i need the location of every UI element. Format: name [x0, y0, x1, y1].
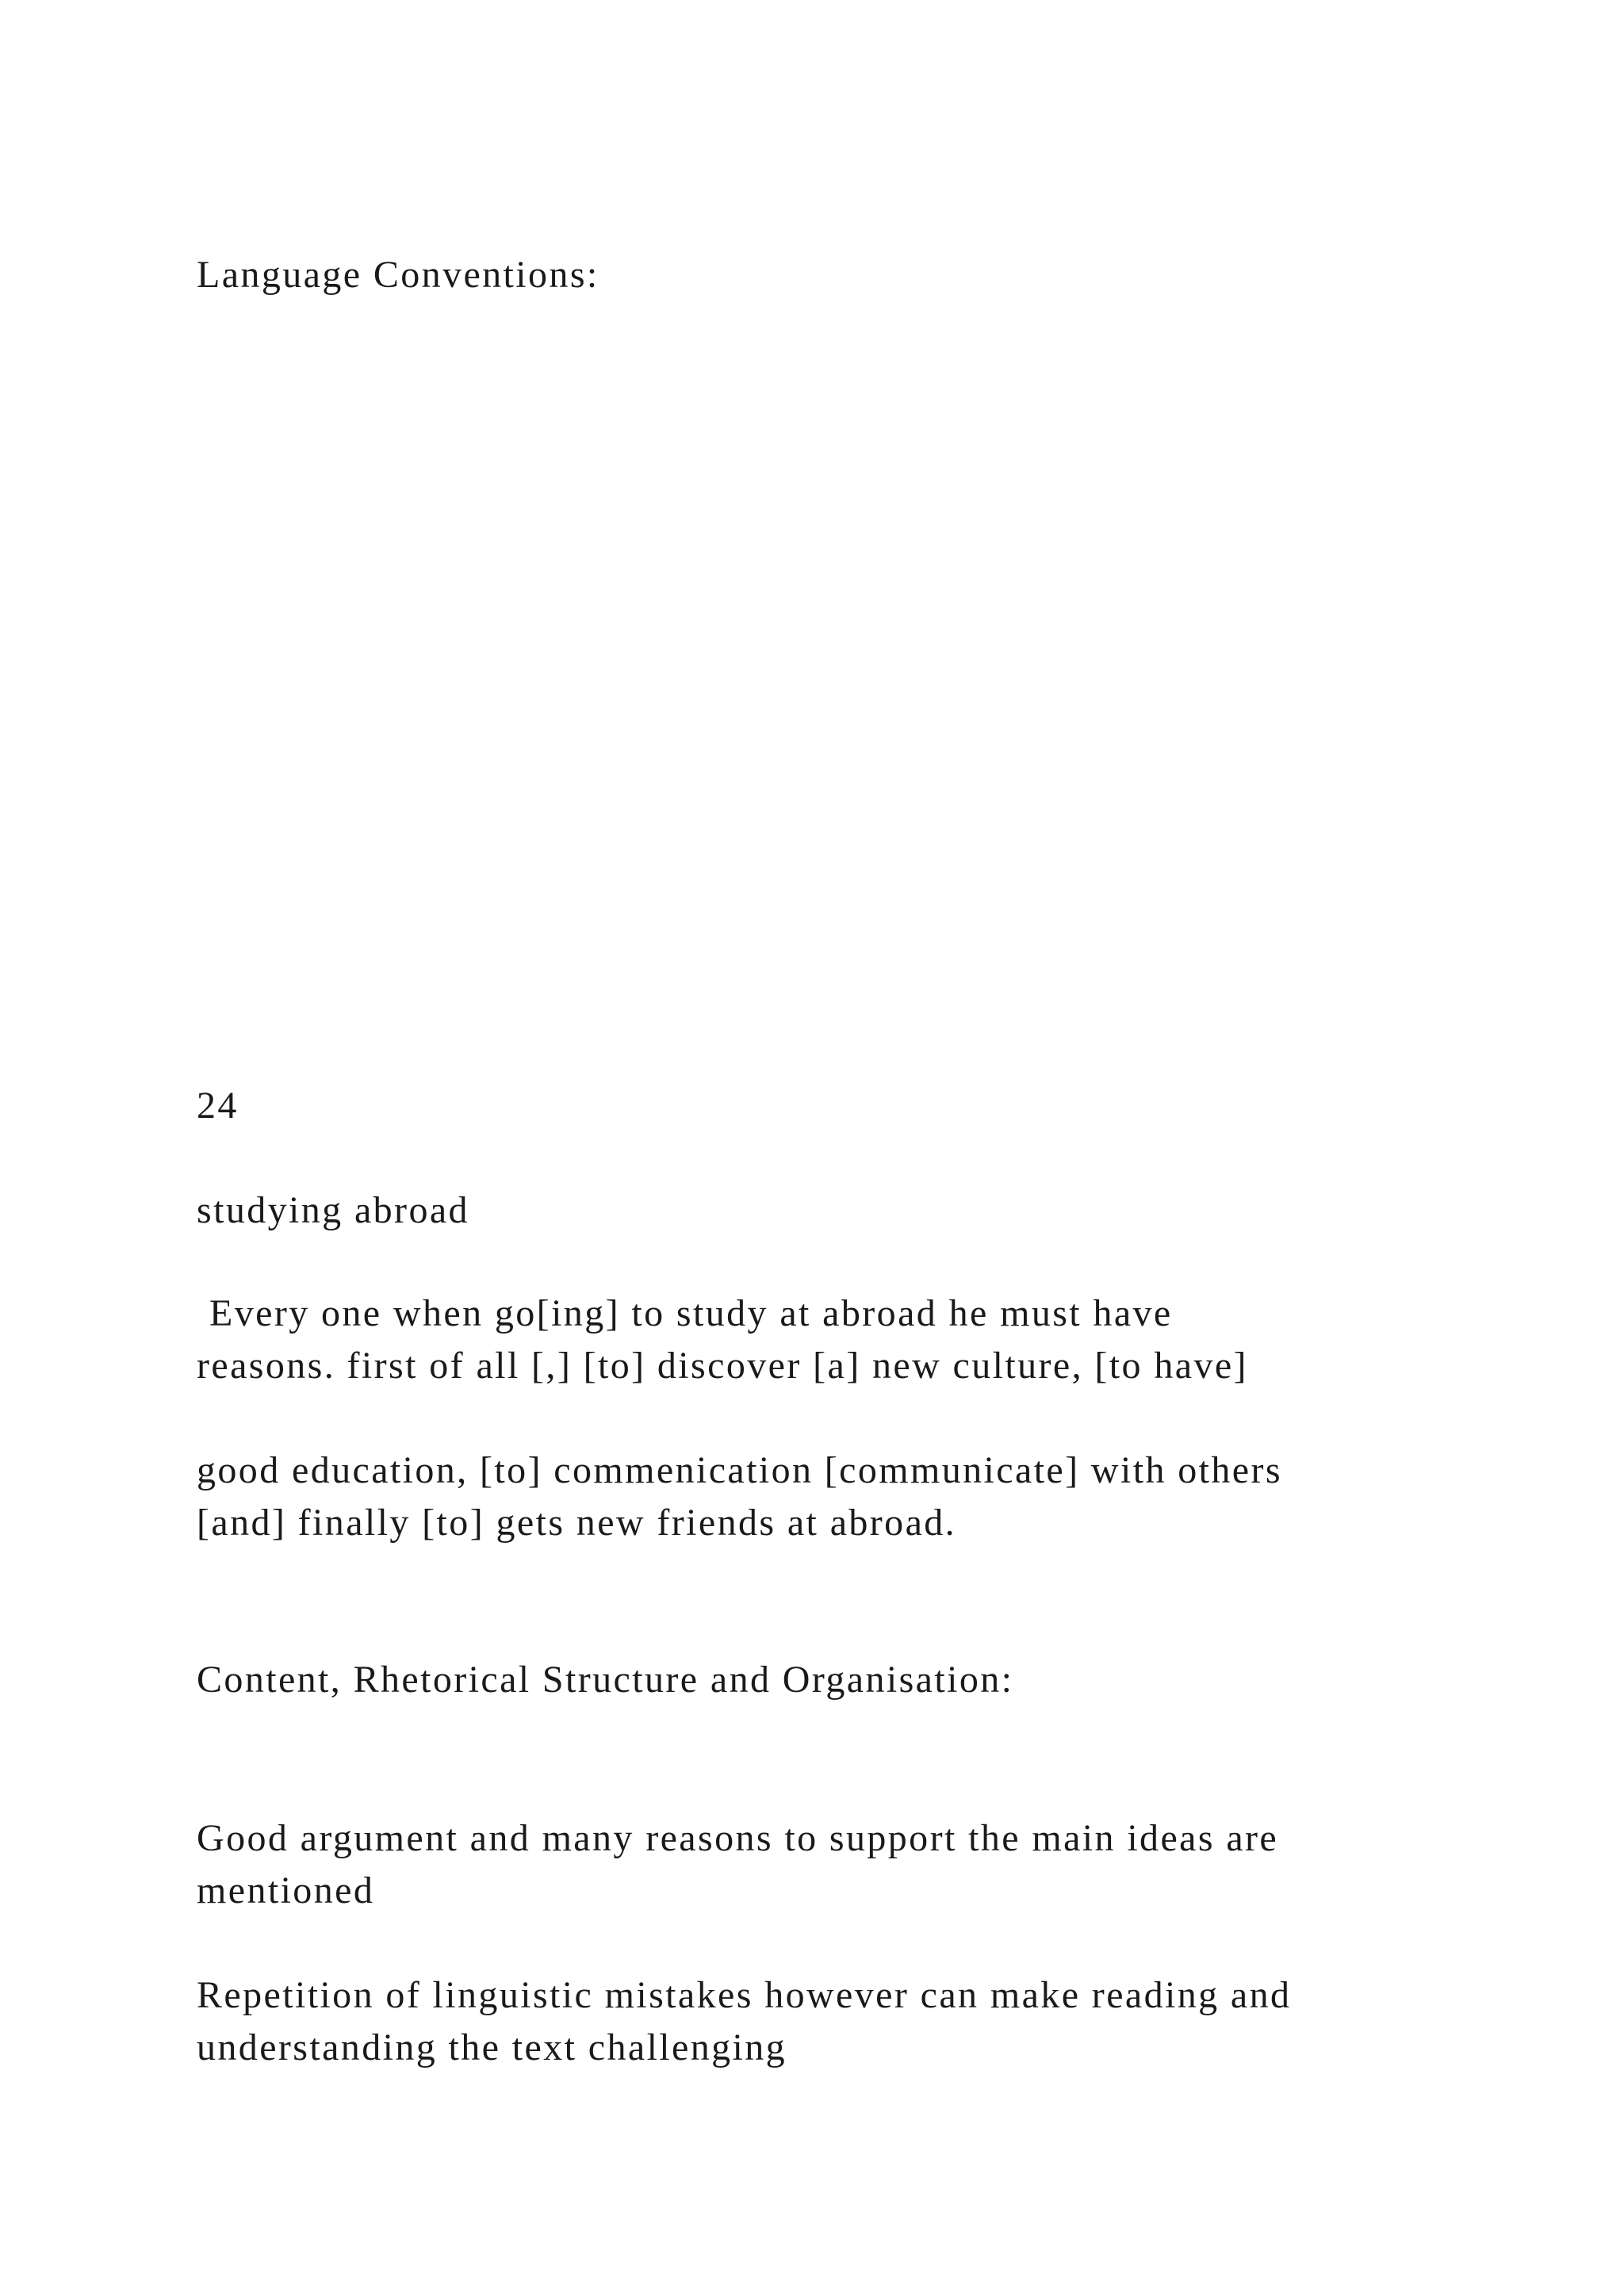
score-number: 24 [197, 1085, 239, 1127]
feedback-line: Repetition of linguistic mistakes however can make reading and [197, 1974, 1292, 2016]
feedback-line: understanding the text challenging [197, 2026, 787, 2068]
essay-title: studying abroad [197, 1189, 469, 1231]
essay-line: Every one when go[ing] to study at abroad he must have [209, 1292, 1173, 1334]
essay-line: [and] finally [to] gets new friends at abroad. [197, 1502, 957, 1544]
essay-line: good education, [to] commenication [communicate] with others [197, 1449, 1282, 1491]
essay-line: reasons. first of all [,] [to] discover [a] new culture, [to have] [197, 1345, 1248, 1387]
content-structure-heading: Content, Rhetorical Structure and Organisation: [197, 1659, 1014, 1701]
feedback-line: mentioned [197, 1869, 375, 1911]
language-conventions-heading: Language Conventions: [197, 254, 599, 296]
feedback-line: Good argument and many reasons to support the main ideas are [197, 1817, 1279, 1859]
